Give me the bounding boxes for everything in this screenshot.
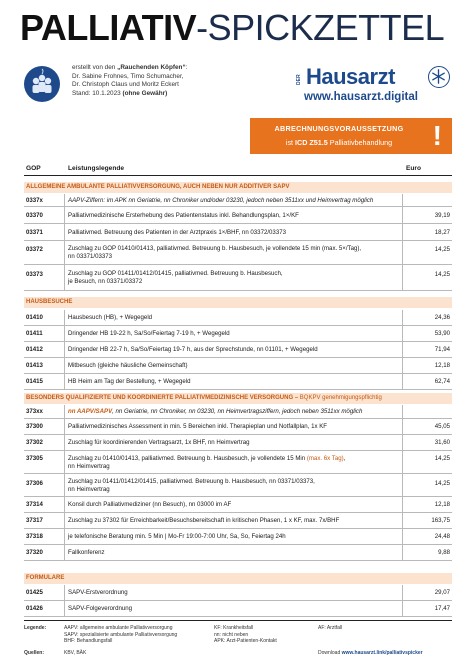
snowflake-icon [428,66,450,88]
table-row: 03372 Zuschlag zu GOP 01410/01413, palliativmed. Betreuung b. Hausbesuch, je vollendete 15 min (max. 5×/Tag), nn 03371/03373 14,25 [24,241,452,265]
section-formulare: FORMULARE [24,573,452,584]
exclamation-icon: ! [432,120,442,151]
banner-line1: ABRECHNUNGSVORAUSSETZUNG [274,124,404,133]
legend-label: Legende: [24,625,47,631]
brand-name: Hausarzt [306,64,395,89]
table-row: 01426 SAPV-Folgeverordnung 17,47 [24,601,452,617]
page-title [20,8,444,48]
title-light: -SPICKZETTEL [196,7,445,48]
table-row: 01412 Dringender HB 22-7 h, Sa/So/Feiertag 19-7 h, aus der Sprechstunde, nn 01101, + Wegegeld 71,94 [24,342,452,358]
table-row: 37300 Palliativmedizinisches Assessment in min. 5 Bereichen inkl. Therapieplan und Notfallplan, 1x KF 45,05 [24,419,452,435]
table-row: 37320 Fallkonferenz 9,88 [24,545,452,561]
sources-text: KBV, BÄK [64,650,87,656]
brand-url[interactable]: www.hausarzt.digital [304,91,418,103]
table-header [24,162,452,176]
table-row: 01413 Mitbesuch (gleiche häusliche Gemeinschaft) 12,18 [24,358,452,374]
sources-label: Quellen: [24,650,45,656]
hausarzt-brand [296,66,452,106]
table-row: 37314 Konsil durch Palliativmediziner (nn Besuch), nn 03000 im AF 12,18 [24,497,452,513]
col-desc: Leistungslegende [68,165,125,172]
table-row: 37318 je telefonische Beratung min. 5 Min | Mo-Fr 19:00-7:00 Uhr, Sa, So, Feiertag 24h 24,48 [24,529,452,545]
credits: erstellt von den „Rauchenden Köpfen“: Dr. Sabine Frohnes, Timo Schumacher, Dr. Christoph Claus und Moritz Eckert Stand: 10.1.2023 (ohne Gewähr) [72,64,188,97]
table-row: 37306 Zuschlag zu 01411/01412/01415, palliativmed. Betreuung b. Hausbesuch, nn 03371/03373, nn Heimvertrag 14,25 [24,474,452,497]
table-row: 37305 Zuschlag zu 01410/01413, palliativmed. Betreuung b. Hausbesuch, je vollendete 15 Min (max. 6x Tag), nn Heimvertrag 14,25 [24,451,452,474]
section-aapv: ALLGEMEINE AMBULANTE PALLIATIVVERSORGUNG, AUCH NEBEN NUR ADDITIVER SAPV [24,182,452,193]
rauchende-koepfe-logo [24,66,60,102]
legend-col-2: KF: Krankheitsfall nn: nicht neben APK: Arzt-Patienten-Kontakt [214,625,277,645]
table-row: 37317 Zuschlag zu 37302 für Erreichbarkeit/Besuchsbereitschaft in kritischen Phasen, 1 x KF, max. 7x/BHF 163,75 [24,513,452,529]
table-row: 0337x AAPV-Ziffern: im APK nn Geriatrie, nn Chroniker und/oder 03230, jedoch neben 3511xx und Heimvertrag möglich [24,194,452,207]
table-row: 01425 SAPV-Erstverordnung 29,07 [24,585,452,601]
table-row: 03371 Palliativmed. Betreuung des Patienten in der Arztpraxis 1×/BHF, nn 03372/03373 18,27 [24,224,452,241]
col-euro: Euro [406,165,422,172]
footer-divider [24,620,452,621]
table-row: 01415 HB Heim am Tag der Bestellung, + Wegegeld 62,74 [24,374,452,390]
section-hausbesuche: HAUSBESUCHE [24,297,452,308]
table-row: 03373 Zuschlag zu GOP 01411/01412/01415, palliativmed. Betreuung b. Hausbesuch, je Besuch, nn 03371/03372 14,25 [24,265,452,291]
section-bqkpv: BESONDERS QUALIFIZIERTE UND KOORDINIERTE PALLIATIVMEDIZINISCHE VERSORGUNG – BQKPV genehmigungspflichtig [24,393,452,404]
table-row: 03370 Palliativmedizinische Ersterhebung des Patientenstatus inkl. Behandlungsplan, 1×/KF 39,19 [24,207,452,224]
table-row: 373xx nn AAPV/SAPV, nn Geriatrie, nn Chroniker, nn 03230, nn Heimvertragsziffern, jedoch neben 3511xx möglich [24,405,452,419]
brand-der: DER [296,74,302,86]
table-row: 01410 Hausbesuch (HB), + Wegegeld 24,36 [24,310,452,326]
col-gop: GOP [26,165,41,172]
banner-line2: ist ICD Z51.5 Palliativbehandlung [285,138,393,147]
title-bold: PALLIATIV [20,7,197,48]
legend-col-1: AAPV: allgemeine ambulante Palliativversorgung SAPV: spezialisierte ambulante Palliativversorgung BHF: Behandlungsfall [64,625,178,645]
legend-col-3: AF: Arztfall [318,625,343,631]
download-link[interactable]: Download www.hausarzt.link/palliativspicker [318,650,423,656]
table-row: 37302 Zuschlag für koordinierenden Vertragsarzt, 1x BHF, nn Heimvertrag 31,60 [24,435,452,451]
table-row: 01411 Dringender HB 19-22 h, Sa/So/Feiertag 7-19 h, + Wegegeld 53,90 [24,326,452,342]
billing-requirement-banner [250,118,452,154]
